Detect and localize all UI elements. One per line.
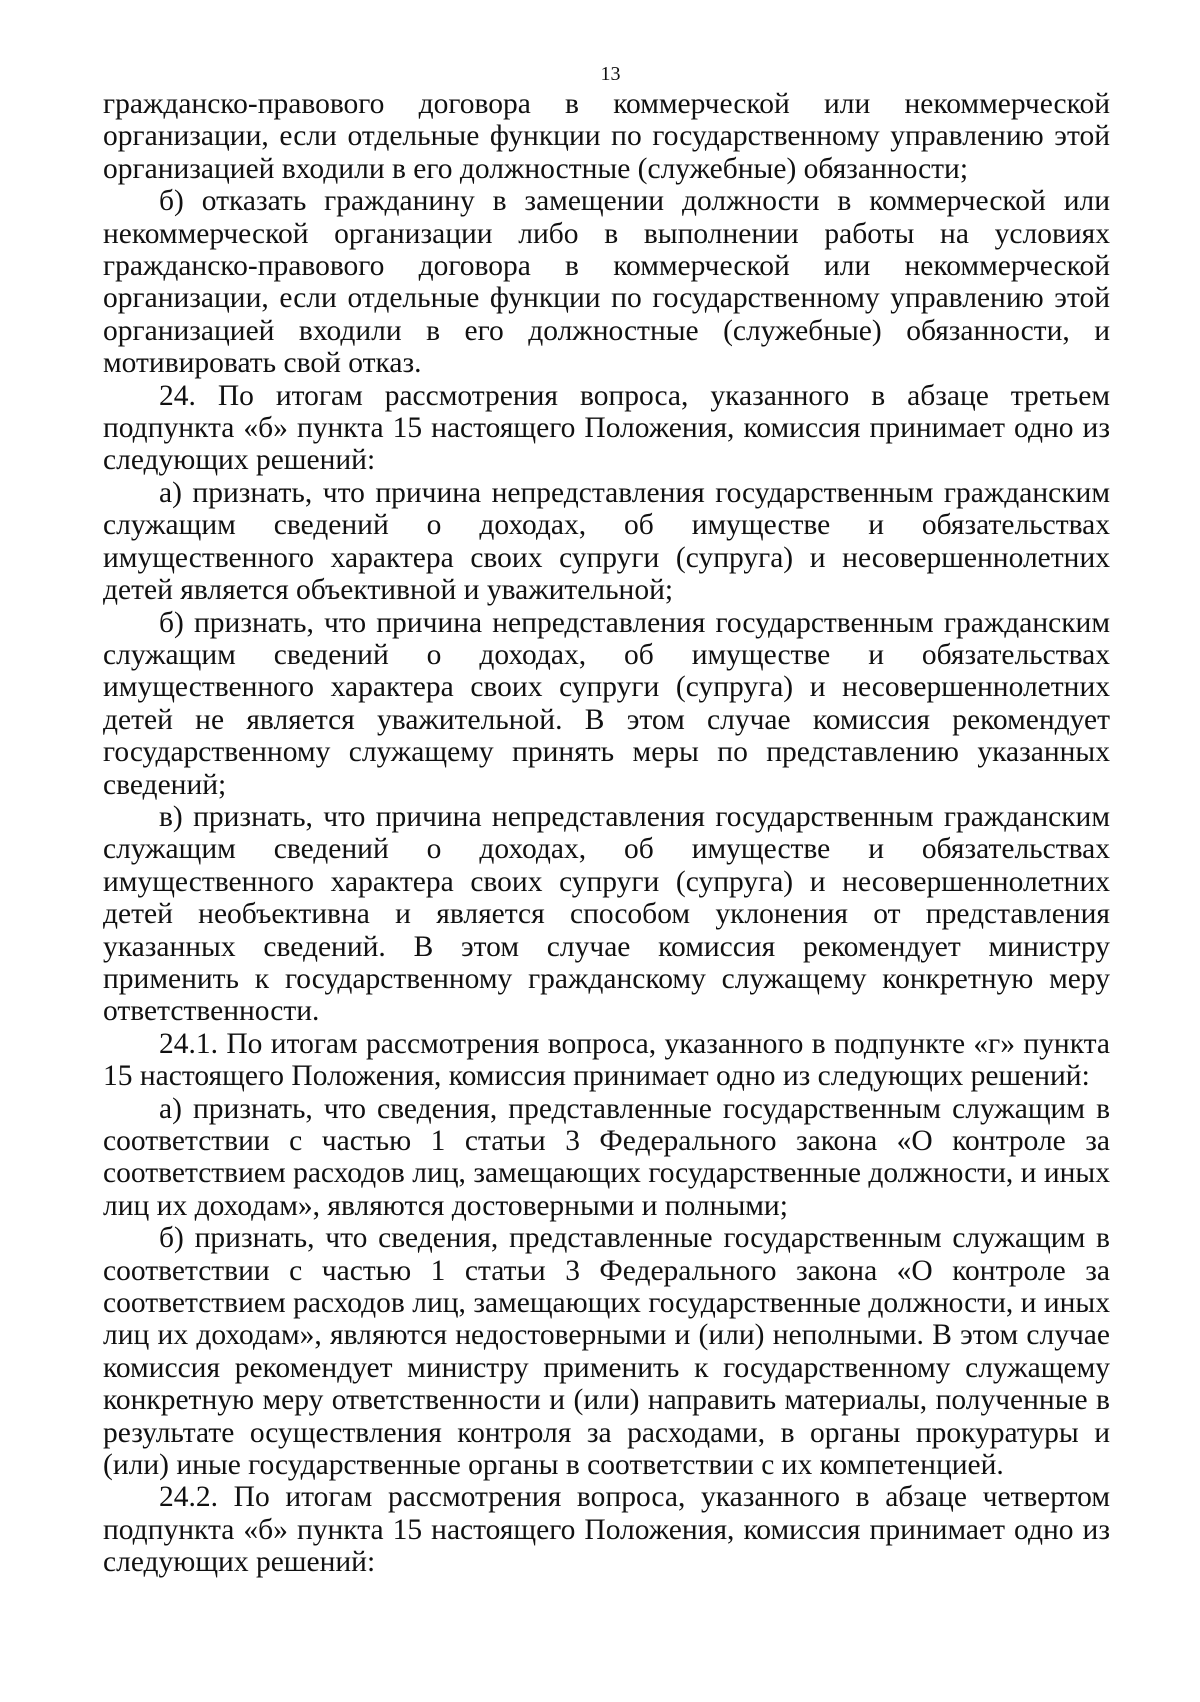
- paragraph-24-a: а) признать, что причина непредставления государственным гражданским служащим сведений о доходах, об имуществе и обязательствах имущественного характера своих супруги (супруга) и несовершеннолетних детей является объективной и уважительной;: [103, 476, 1110, 607]
- paragraph-24: 24. По итогам рассмотрения вопроса, указанного в абзаце третьем подпункта «б» пункта 15 настоящего Положения, комиссия принимает одно из следующих решений:: [103, 379, 1110, 477]
- paragraph-24-b: б) признать, что причина непредставления государственным гражданским служащим сведений о доходах, об имуществе и обязательствах имущественного характера своих супруги (супруга) и несовершеннолетних детей не является уважительной. В этом случае комиссия рекомендует государственному служащему принять меры по представлению указанных сведений;: [103, 606, 1110, 801]
- paragraph-24-1-a: а) признать, что сведения, представленные государственным служащим в соответствии с частью 1 статьи 3 Федерального закона «О контроле за соответствием расходов лиц, замещающих государственные должности, и иных лиц их доходам», являются достоверными и полными;: [103, 1092, 1110, 1222]
- page-number: 13: [600, 63, 621, 85]
- paragraph-continuation: гражданско-правового договора в коммерческой или некоммерческой организации, если отдельные функции по государственному управлению этой организацией входили в его должностные (служебные) обязанности;: [103, 88, 1110, 185]
- paragraph-24-2: 24.2. По итогам рассмотрения вопроса, указанного в абзаце четвертом подпункта «б» пункта 15 настоящего Положения, комиссия принимает одно из следующих решений:: [103, 1481, 1110, 1579]
- paragraph-item-b-refuse: б) отказать гражданину в замещении должности в коммерческой или некоммерческой организации либо в выполнении работы на условиях гражданско-правового договора в коммерческой или некоммерческой организации, если отдельные функции по государственному управлению этой организацией входили в его должностные (служебные) обязанности, и мотивировать свой отказ.: [103, 185, 1110, 380]
- paragraph-24-1-b: б) признать, что сведения, представленные государственным служащим в соответствии с частью 1 статьи 3 Федерального закона «О контроле за соответствием расходов лиц, замещающих государственные должности, и иных лиц их доходам», являются недостоверными и (или) неполными. В этом случае комиссия рекомендует министру применить к государственному служащему конкретную меру ответственности и (или) направить материалы, полученные в результате осуществления контроля за расходами, в органы прокуратуры и (или) иные государственные органы в соответствии с их компетенцией.: [103, 1222, 1110, 1482]
- paragraph-24-v: в) признать, что причина непредставления государственным гражданским служащим сведений о доходах, об имуществе и обязательствах имущественного характера своих супруги (супруга) и несовершеннолетних детей необъективна и является способом уклонения от представления указанных сведений. В этом случае комиссия рекомендует министру применить к государственному гражданскому служащему конкретную меру ответственности.: [103, 800, 1110, 1028]
- paragraph-24-1: 24.1. По итогам рассмотрения вопроса, указанного в подпункте «г» пункта 15 настоящего Положения, комиссия принимает одно из следующих решений:: [103, 1027, 1110, 1093]
